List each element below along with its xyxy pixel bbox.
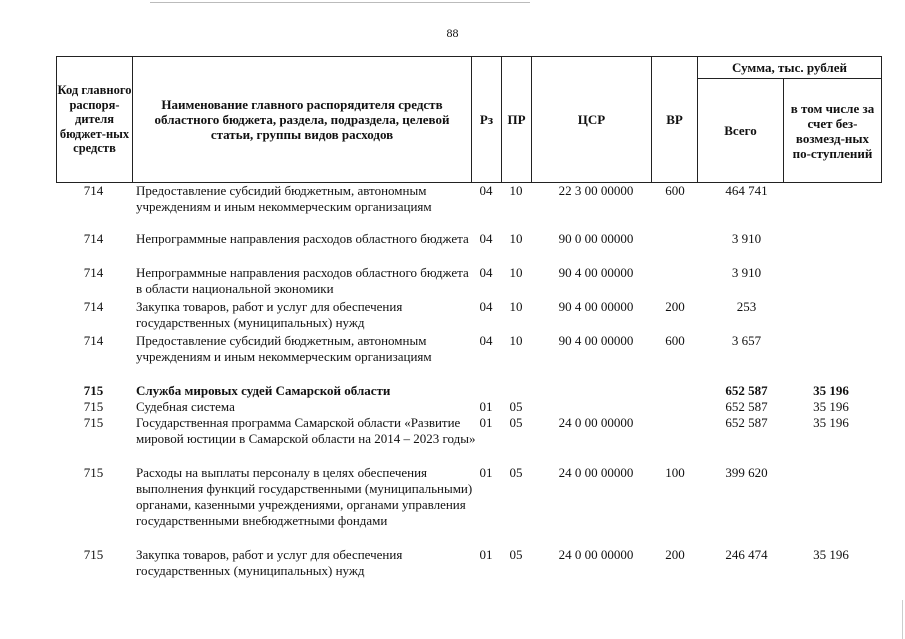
row-rz: 04 [479, 333, 493, 348]
row-name: Служба мировых судей Самарской области [136, 383, 391, 398]
header-code: Код главного распоря-дителя бюджет-ных средств [57, 57, 133, 183]
row-code: 714 [83, 231, 104, 246]
row-code: 715 [83, 465, 104, 480]
row-total: 3 910 [731, 265, 762, 280]
table-row [56, 265, 881, 299]
row-name: Закупка товаров, работ и услуг для обеспечения государственных (муниципальных) нужд [136, 299, 403, 330]
row-name: Закупка товаров, работ и услуг для обеспечения государственных (муниципальных) нужд [136, 547, 403, 578]
row-name: Непрограммные направления расходов областного бюджета в области национальной экономики [136, 265, 469, 296]
row-pr: 10 [509, 231, 523, 246]
row-pr: 10 [509, 183, 523, 198]
row-code: 715 [83, 383, 104, 398]
row-name: Предоставление субсидий бюджетным, автономным учреждениям и иным некоммерческим организациям [136, 183, 432, 214]
row-csr: 24 0 00 00000 [558, 465, 634, 480]
row-rz: 01 [479, 415, 493, 430]
header-vr: ВР [652, 57, 698, 183]
row-free: 35 196 [813, 415, 849, 430]
row-pr: 10 [509, 265, 523, 280]
table-row [56, 399, 881, 415]
table-row [56, 333, 881, 383]
row-rz: 04 [479, 231, 493, 246]
table-row [56, 299, 881, 333]
row-rz: 04 [479, 265, 493, 280]
header-sum: Сумма, тыс. рублей [698, 57, 882, 79]
row-pr: 05 [509, 547, 523, 562]
row-rz: 04 [479, 183, 493, 198]
row-free: 35 196 [813, 399, 849, 414]
table-row [56, 415, 881, 465]
row-code: 714 [83, 183, 104, 198]
row-free: 35 196 [813, 547, 849, 562]
table-body [56, 183, 881, 579]
row-pr: 05 [509, 399, 523, 414]
table-row [56, 547, 881, 579]
row-pr: 05 [509, 465, 523, 480]
header-free: в том числе за счет без-возмезд-ных по-ступлений [784, 79, 882, 183]
row-csr: 24 0 00 00000 [558, 415, 634, 430]
row-total: 246 474 [725, 547, 768, 562]
row-vr: 200 [665, 547, 685, 562]
row-vr: 600 [665, 183, 685, 198]
row-name: Государственная программа Самарской области «Развитие мировой юстиции в Самарской области на 2014 – 2023 годы» [136, 415, 476, 446]
row-pr: 10 [509, 299, 523, 314]
row-csr: 90 4 00 00000 [558, 265, 634, 280]
row-code: 715 [83, 415, 104, 430]
row-name: Предоставление субсидий бюджетным, автономным учреждениям и иным некоммерческим организациям [136, 333, 432, 364]
row-csr: 24 0 00 00000 [558, 547, 634, 562]
row-total: 399 620 [725, 465, 768, 480]
row-vr: 100 [665, 465, 685, 480]
row-name: Судебная система [136, 399, 235, 414]
row-csr: 90 4 00 00000 [558, 333, 634, 348]
table-row [56, 183, 881, 231]
row-csr: 90 0 00 00000 [558, 231, 634, 246]
row-name: Расходы на выплаты персоналу в целях обеспечения выполнения функций государственными (муниципальными) органами, казенными учреждениями, органами управления государственными внебюджетными фондами [136, 465, 473, 528]
row-code: 714 [83, 265, 104, 280]
row-vr: 200 [665, 299, 685, 314]
row-code: 715 [83, 399, 104, 414]
row-total: 464 741 [725, 183, 768, 198]
row-total: 3 910 [731, 231, 762, 246]
row-code: 715 [83, 547, 104, 562]
row-rz: 04 [479, 299, 493, 314]
row-total: 652 587 [725, 383, 768, 398]
row-pr: 05 [509, 415, 523, 430]
row-rz: 01 [479, 547, 493, 562]
row-total: 3 657 [731, 333, 762, 348]
row-name: Непрограммные направления расходов областного бюджета [136, 231, 469, 246]
header-pr: ПР [502, 57, 532, 183]
row-pr: 10 [509, 333, 523, 348]
table-row [56, 383, 881, 399]
row-code: 714 [83, 333, 104, 348]
row-code: 714 [83, 299, 104, 314]
row-total: 652 587 [725, 399, 768, 414]
header-rz: Рз [472, 57, 502, 183]
row-csr: 22 3 00 00000 [558, 183, 634, 198]
header-name: Наименование главного распорядителя средств областного бюджета, раздела, подраздела, целевой статьи, группы видов расходов [133, 57, 472, 183]
row-free: 35 196 [813, 383, 849, 398]
table-header [56, 56, 882, 183]
table-row [56, 231, 881, 265]
row-total: 253 [736, 299, 757, 314]
page-number: 88 [446, 26, 459, 40]
scan-artifact-line [150, 2, 530, 3]
header-csr: ЦСР [532, 57, 652, 183]
scan-artifact-edge [902, 600, 903, 639]
row-vr: 600 [665, 333, 685, 348]
header-total: Всего [698, 79, 784, 183]
table-row [56, 465, 881, 547]
row-csr: 90 4 00 00000 [558, 299, 634, 314]
row-total: 652 587 [725, 415, 768, 430]
row-rz: 01 [479, 399, 493, 414]
row-rz: 01 [479, 465, 493, 480]
